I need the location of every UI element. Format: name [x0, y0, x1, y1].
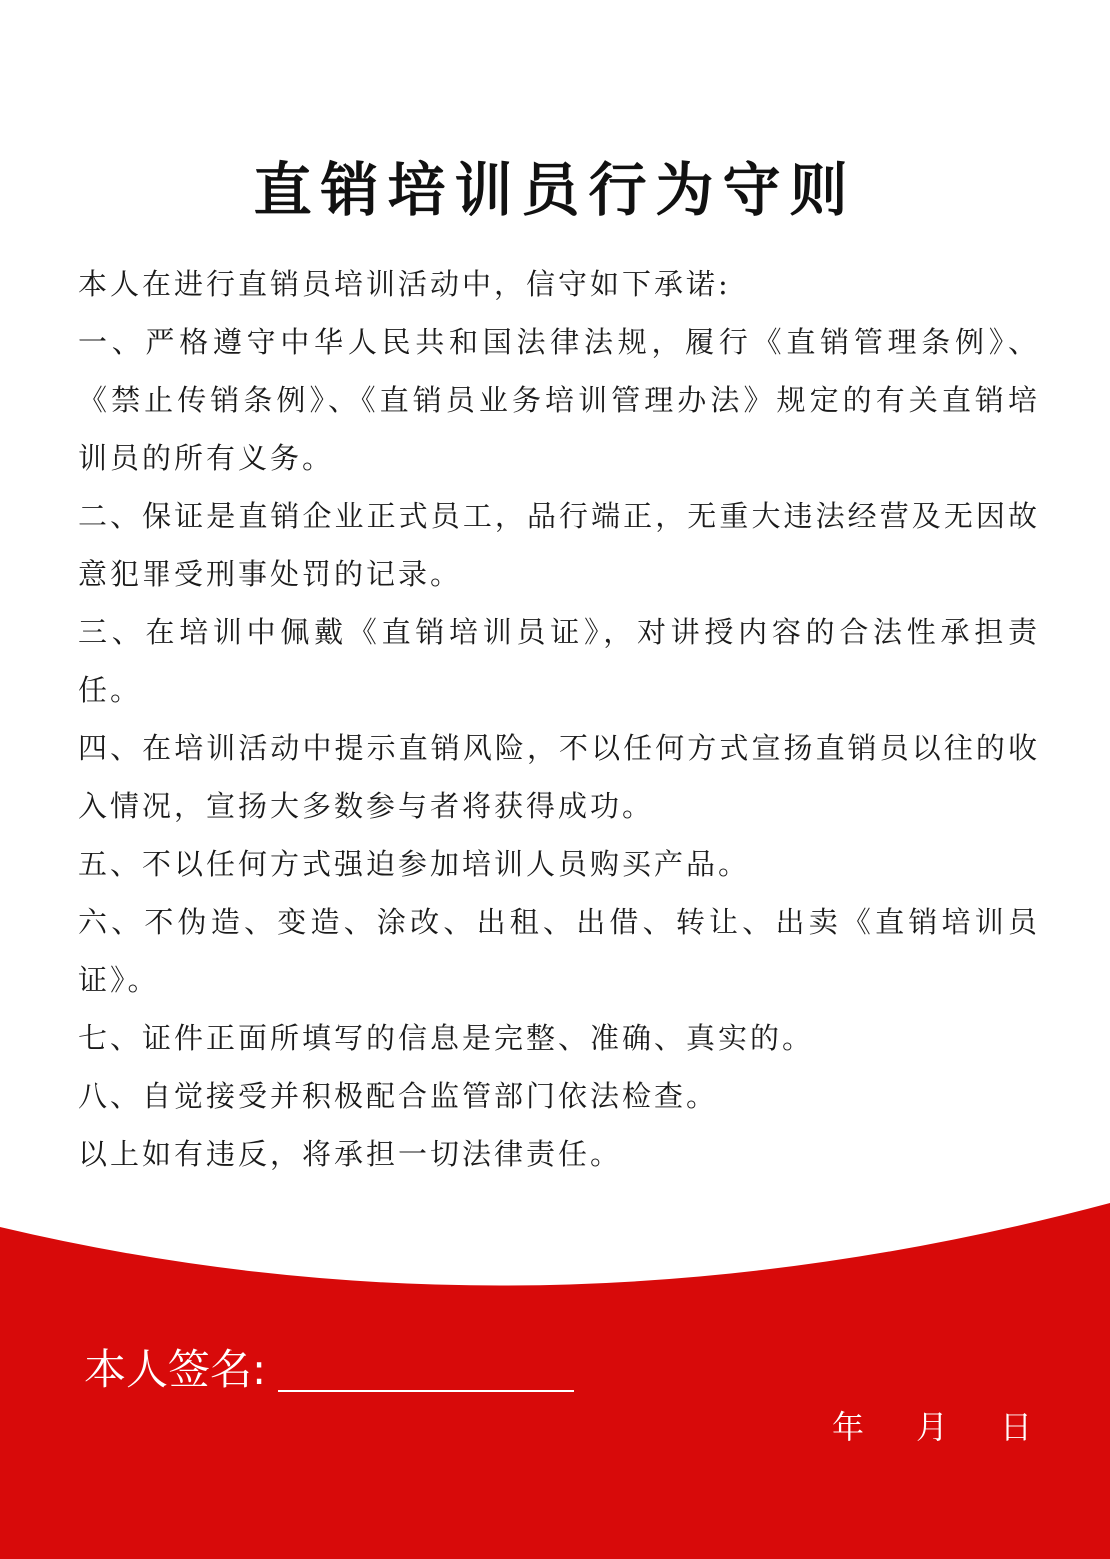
date-month-label: 月 [916, 1408, 949, 1446]
rule-5: 五、不以任何方式强迫参加培训人员购买产品。 [78, 847, 751, 881]
signature-line[interactable] [278, 1390, 574, 1392]
date-field [832, 1405, 1032, 1449]
intro-paragraph: 本人在进行直销员培训活动中，信守如下承诺: [78, 267, 731, 301]
document-body [78, 255, 1040, 1183]
rule-7: 七、证件正面所填写的信息是完整、准确、真实的。 [78, 1021, 815, 1055]
document-title: 直销培训员行为守则 [253, 156, 857, 224]
rule-6: 六、不伪造、变造、涂改、出租、出借、转让、出卖《直销培训员证》。 [78, 905, 1040, 997]
rule-8: 八、自觉接受并积极配合监管部门依法检查。 [78, 1079, 719, 1113]
rule-1: 一、严格遵守中华人民共和国法律法规，履行《直销管理条例》、《禁止传销条例》、《直销员业务培训管理办法》规定的有关直销培训员的所有义务。 [78, 325, 1040, 475]
signature-field [84, 1340, 574, 1400]
closing-paragraph: 以上如有违反，将承担一切法律责任。 [78, 1137, 623, 1171]
date-day-label: 日 [1000, 1408, 1033, 1446]
date-year-label: 年 [832, 1408, 865, 1446]
rule-4: 四、在培训活动中提示直销风险，不以任何方式宣扬直销员以往的收入情况，宣扬大多数参与者将获得成功。 [78, 731, 1040, 823]
rule-2: 二、保证是直销企业正式员工，品行端正，无重大违法经营及无因故意犯罪受刑事处罚的记录。 [78, 499, 1040, 591]
signature-label: 本人签名: [84, 1345, 267, 1394]
rule-3: 三、在培训中佩戴《直销培训员证》，对讲授内容的合法性承担责任。 [78, 615, 1040, 707]
